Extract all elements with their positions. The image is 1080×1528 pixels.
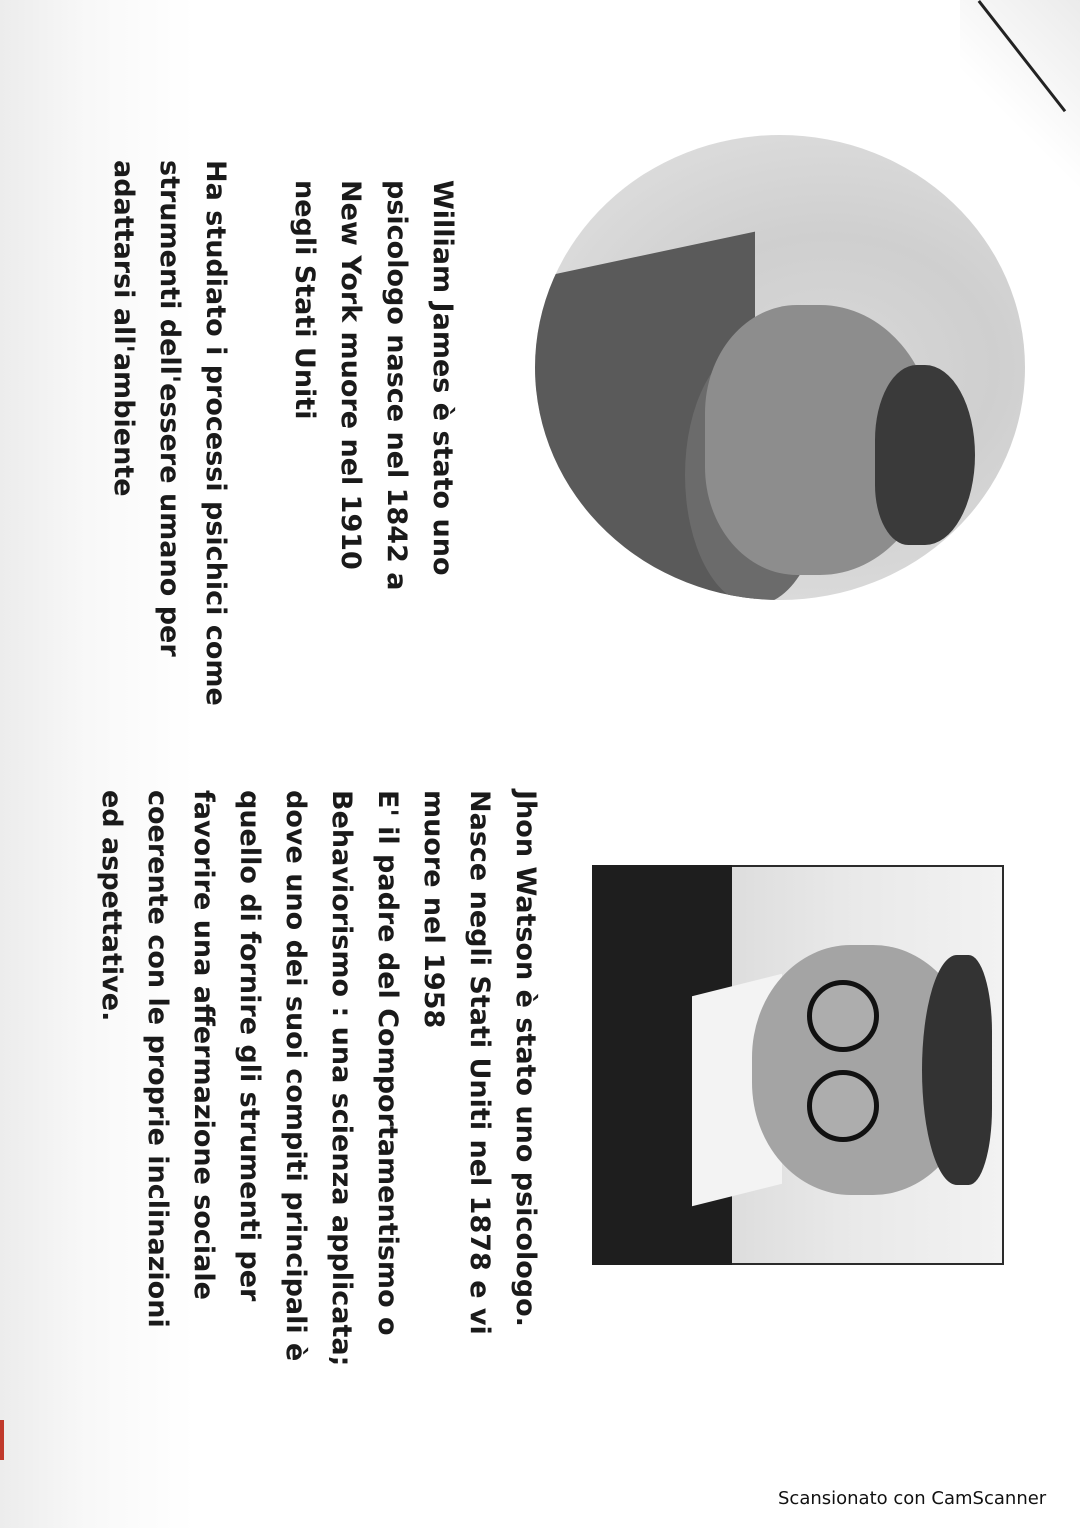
page-fold-shadow — [960, 0, 1080, 200]
william-james-portrait — [535, 135, 1025, 600]
bio-line: negli Stati Uniti — [289, 180, 320, 420]
studies-line: adattarsi all'ambiente — [108, 160, 139, 497]
bio-line: psicologo nasce nel 1842 a — [381, 180, 412, 591]
bio-line: New York muore nel 1910 — [335, 180, 366, 570]
bio-line: E' il padre del Comportamentismo o — [372, 790, 403, 1336]
bio-line: favorire una affermazione sociale — [188, 790, 219, 1300]
bio-line: muore nel 1958 — [418, 790, 449, 1029]
john-watson-portrait — [592, 865, 1004, 1265]
bio-line: dove uno dei suoi compiti principali è — [280, 790, 311, 1362]
bio-line: Jhon Watson è stato uno psicologo. — [510, 790, 541, 1327]
bio-line: quello di fornire gli strumenti per — [234, 790, 265, 1302]
william-james-bio — [281, 180, 465, 590]
portrait-hair — [922, 955, 992, 1185]
bio-line: Behaviorismo : una scienza applicata; — [326, 790, 357, 1367]
william-james-studies — [100, 160, 238, 706]
bio-line: ed aspettative. — [96, 790, 127, 1022]
glasses-lens — [807, 1070, 879, 1142]
glasses-lens — [807, 980, 879, 1052]
portrait-hair — [875, 365, 975, 545]
scanner-watermark: Scansionato con CamScanner — [778, 1488, 1047, 1509]
bio-line: Nasce negli Stati Uniti nel 1878 e vi — [464, 790, 495, 1335]
studies-line: strumenti dell'essere umano per — [154, 160, 185, 657]
john-watson-bio — [88, 790, 548, 1366]
edge-mark — [0, 1420, 4, 1460]
bio-line: William James è stato uno — [427, 180, 458, 576]
studies-line: Ha studiato i processi psichici come — [200, 160, 231, 706]
bio-line: coerente con le proprie inclinazioni — [142, 790, 173, 1328]
